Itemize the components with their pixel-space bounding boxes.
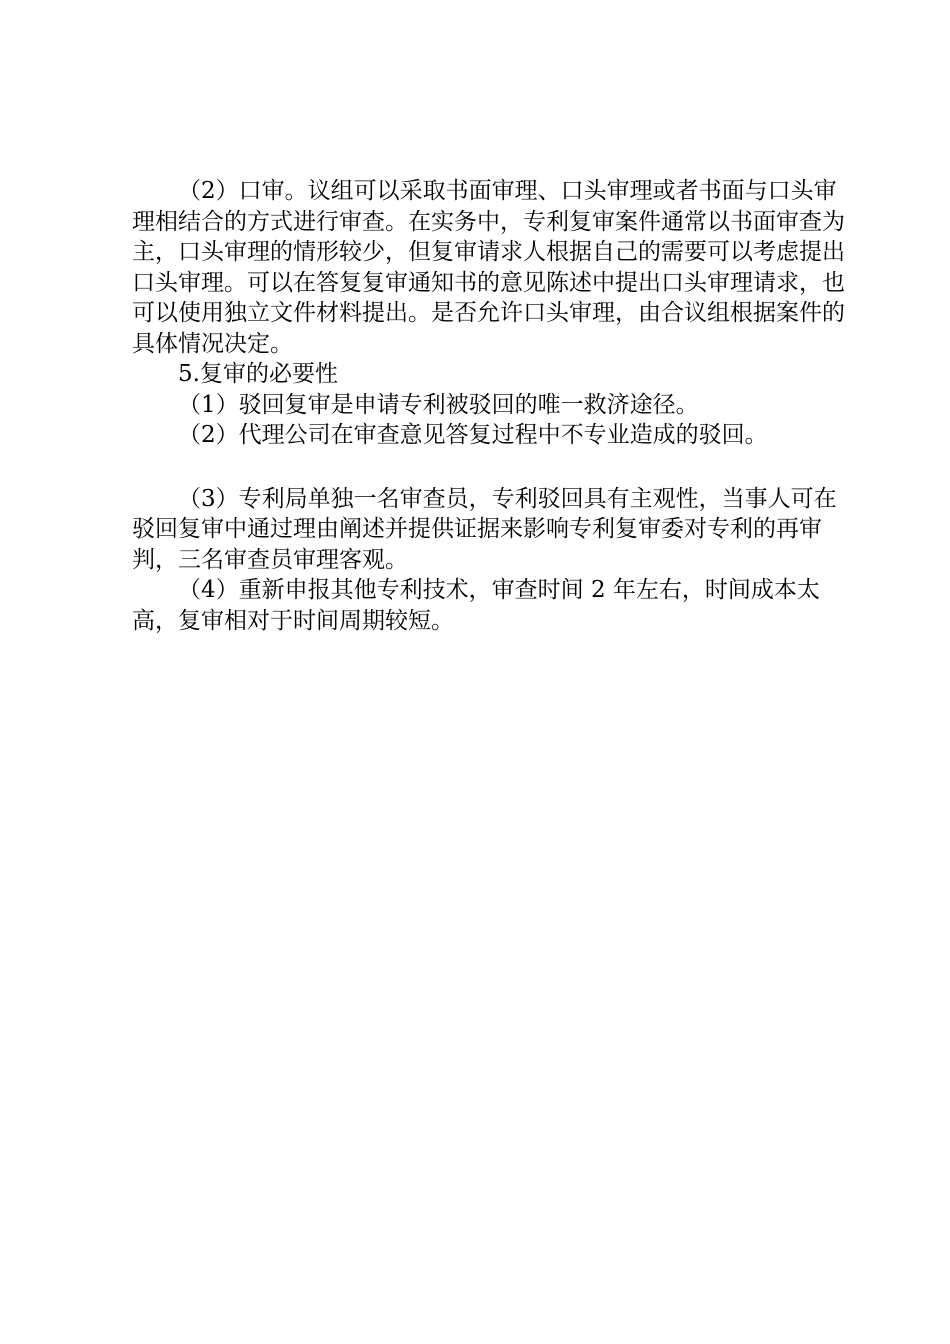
list-item-necessity-2: （2）代理公司在审查意见答复过程中不专业造成的驳回。 xyxy=(178,422,768,448)
paragraph-spacer xyxy=(132,451,852,484)
section-heading-review-necessity: 5.复审的必要性 xyxy=(178,361,338,387)
list-item-necessity-4: （4）重新申报其他专利技术，审查时间 2 年左右，时间成本太高，复审相对于时间周期较短。 xyxy=(132,577,820,634)
document-body xyxy=(132,176,852,636)
list-item-necessity-1: （1）驳回复审是申请专利被驳回的唯一救济途径。 xyxy=(178,391,699,418)
list-item-necessity-3: （3）专利局单独一名审查员，专利驳回具有主观性，当事人可在驳回复审中通过理由阐述并提供证据来影响专利复审委对专利的再审判，三名审查员审理客观。 xyxy=(132,485,837,573)
paragraph-oral-review: （2）口审。议组可以采取书面审理、口头审理或者书面与口头审理相结合的方式进行审查。在实务中，专利复审案件通常以书面审查为主，口头审理的情形较少，但复审请求人根据自己的需要可以考虑提出口头审理。可以在答复复审通知书的意见陈述中提出口头审理请求，也可以使用独立文件材料提出。是否允许口头审理，由合议组根据案件的具体情况决定。 xyxy=(132,178,845,357)
